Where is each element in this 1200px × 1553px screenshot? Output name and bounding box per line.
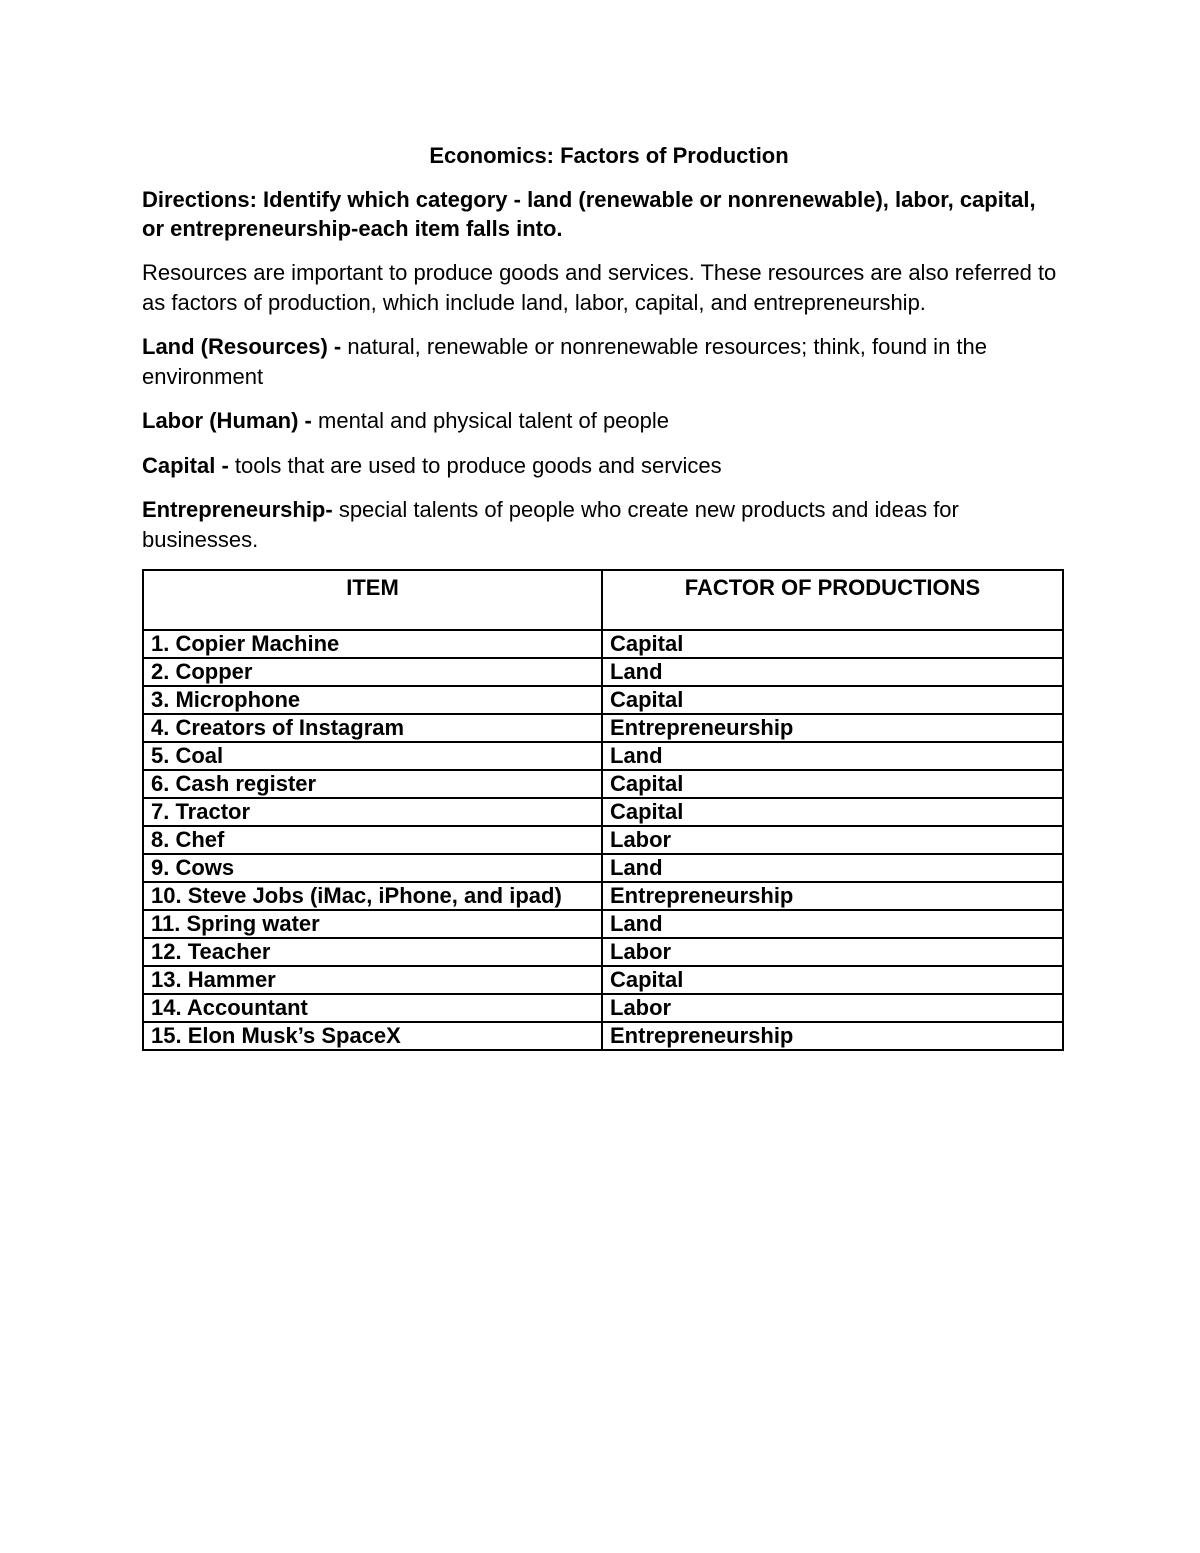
factor-cell: Land [602, 742, 1063, 770]
factor-cell: Labor [602, 938, 1063, 966]
factor-cell: Entrepreneurship [602, 714, 1063, 742]
page-title: Economics: Factors of Production [429, 143, 789, 168]
definition-land [142, 332, 1062, 391]
factor-cell: Labor [602, 826, 1063, 854]
definition-entrepreneurship [142, 495, 1062, 554]
item-cell: 7. Tractor [143, 798, 602, 826]
item-cell: 5. Coal [143, 742, 602, 770]
intro-paragraph: Resources are important to produce goods and services. These resources are also referred to as factors of production, which include land, labor, capital, and entrepreneurship. [142, 260, 1057, 315]
item-cell: 6. Cash register [143, 770, 602, 798]
table-body [143, 630, 1063, 1050]
factor-cell: Land [602, 854, 1063, 882]
factor-cell: Capital [602, 966, 1063, 994]
table-row [143, 854, 1063, 882]
item-cell: 13. Hammer [143, 966, 602, 994]
item-cell: 4. Creators of Instagram [143, 714, 602, 742]
factor-cell: Capital [602, 770, 1063, 798]
table-row [143, 826, 1063, 854]
column-header-factor: FACTOR OF PRODUCTIONS [602, 570, 1063, 630]
definition-capital [142, 451, 1062, 481]
factor-cell: Entrepreneurship [602, 882, 1063, 910]
table-row [143, 938, 1063, 966]
document-content [142, 141, 1062, 1051]
table-row [143, 714, 1063, 742]
item-cell: 8. Chef [143, 826, 602, 854]
item-cell: 2. Copper [143, 658, 602, 686]
table-row [143, 966, 1063, 994]
item-cell: 15. Elon Musk’s SpaceX [143, 1022, 602, 1050]
table-row [143, 630, 1063, 658]
directions-text: Directions: Identify which category - land (renewable or nonrenewable), labor, capital, or entrepreneurship-each item falls into. [142, 187, 1036, 241]
factor-cell: Land [602, 910, 1063, 938]
item-cell: 10. Steve Jobs (iMac, iPhone, and ipad) [143, 882, 602, 910]
table-header-row [143, 570, 1063, 630]
definition-term: Entrepreneurship- [142, 497, 333, 522]
table-row [143, 1022, 1063, 1050]
factor-cell: Capital [602, 630, 1063, 658]
table-row [143, 910, 1063, 938]
factor-cell: Labor [602, 994, 1063, 1022]
factors-table [142, 569, 1064, 1051]
definition-text: special talents of people who create new products and ideas for businesses. [142, 497, 959, 552]
item-cell: 11. Spring water [143, 910, 602, 938]
table-row [143, 742, 1063, 770]
item-cell: 14. Accountant [143, 994, 602, 1022]
item-cell: 12. Teacher [143, 938, 602, 966]
table-row [143, 882, 1063, 910]
table-row [143, 798, 1063, 826]
definition-labor [142, 406, 1062, 436]
definition-term: Labor (Human) - [142, 408, 312, 433]
definition-text: natural, renewable or nonrenewable resources; think, found in the environment [142, 334, 987, 389]
column-header-item: ITEM [143, 570, 602, 630]
definition-term: Land (Resources) - [142, 334, 342, 359]
table-row [143, 686, 1063, 714]
factor-cell: Capital [602, 686, 1063, 714]
table-row [143, 658, 1063, 686]
definition-term: Capital - [142, 452, 229, 478]
table-row [143, 770, 1063, 798]
item-cell: 9. Cows [143, 854, 602, 882]
table-row [143, 994, 1063, 1022]
factor-cell: Capital [602, 798, 1063, 826]
item-cell: 1. Copier Machine [143, 630, 602, 658]
definition-text: tools that are used to produce goods and services [228, 452, 722, 478]
factor-cell: Land [602, 658, 1063, 686]
item-cell: 3. Microphone [143, 686, 602, 714]
definition-text: mental and physical talent of people [311, 408, 670, 433]
factor-cell: Entrepreneurship [602, 1022, 1063, 1050]
